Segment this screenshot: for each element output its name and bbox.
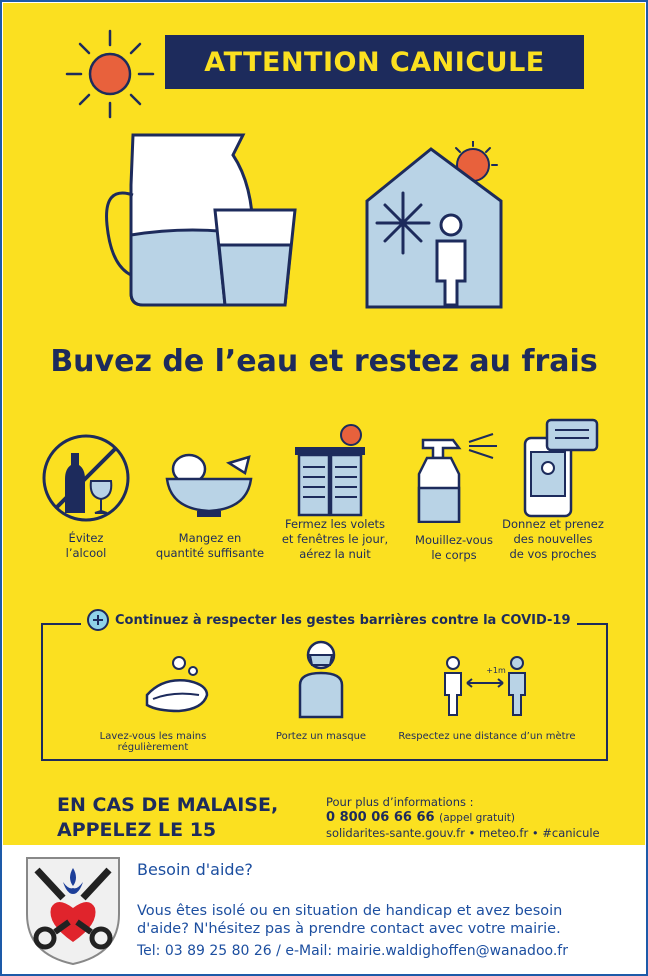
canicule-poster	[3, 3, 645, 845]
info-phone-note: (appel gratuit)	[439, 812, 515, 824]
tip-food-label	[145, 531, 275, 561]
tip-line: Fermez les volets	[284, 517, 386, 531]
poster-title: ATTENTION CANICULE	[165, 35, 584, 89]
help-section	[3, 846, 645, 973]
tip-line: Évitez	[68, 531, 104, 545]
distance-icon	[441, 655, 531, 717]
sun-icon	[61, 25, 159, 123]
covid-title	[81, 609, 577, 631]
info-phone-line	[326, 810, 600, 826]
help-text	[137, 902, 637, 938]
help-line: d'aide? N'hésitez pas à prendre contact avec votre mairie.	[137, 921, 561, 937]
tip-line: aérez la nuit	[299, 547, 371, 561]
coat-of-arms-icon	[23, 854, 123, 966]
water-pitcher-icon	[103, 125, 303, 315]
help-title: Besoin d'aide?	[137, 860, 253, 879]
tip-line: Donnez et prenez	[502, 517, 604, 531]
covid-title-text: Continuez à respecter les gestes barrières contre la COVID-19	[115, 612, 571, 628]
emergency-notice	[57, 793, 278, 843]
emergency-line: APPELEZ LE 15	[57, 819, 217, 841]
spray-bottle-icon	[413, 428, 508, 523]
food-bowl-icon	[159, 443, 259, 518]
tip-line: le corps	[431, 548, 477, 562]
tip-news-label	[493, 517, 613, 562]
help-line: Vous êtes isolé ou en situation de handicap et avez besoin	[137, 903, 563, 919]
no-alcohol-icon	[41, 433, 131, 523]
hand-wash-icon	[143, 655, 213, 717]
cool-house-icon	[361, 141, 511, 311]
gesture-distance-label: Respectez une distance d’un mètre	[398, 731, 576, 742]
phone-message-icon	[521, 418, 601, 518]
mask-person-icon	[296, 639, 346, 719]
tip-line: et fenêtres le jour,	[281, 532, 389, 546]
info-intro: Pour plus d’informations :	[326, 795, 474, 809]
tip-alcohol-label	[31, 531, 141, 561]
plus-icon	[87, 609, 109, 631]
tip-line: quantité suffisante	[155, 546, 265, 560]
info-block	[326, 795, 600, 841]
gesture-hands-label: Lavez-vous les mains régulièrement	[99, 731, 207, 753]
tip-line: des nouvelles	[513, 532, 593, 546]
info-links: solidarites-sante.gouv.fr • meteo.fr • #canicule	[326, 826, 600, 840]
gesture-mask-label: Portez un masque	[275, 731, 367, 742]
tip-line: l’alcool	[65, 546, 107, 560]
tip-line: Mangez en	[178, 531, 242, 545]
tip-line: Mouillez-vous	[415, 533, 493, 547]
info-phone: 0 800 06 66 66	[326, 810, 435, 825]
tip-line: de vos proches	[509, 547, 597, 561]
help-contact: Tel: 03 89 25 80 26 / e-Mail: mairie.waldighoffen@wanadoo.fr	[137, 943, 568, 959]
tip-shutters-label	[271, 517, 399, 562]
shutters-icon	[289, 421, 379, 521]
headline: Buvez de l’eau et restez au frais	[50, 344, 598, 379]
emergency-line: EN CAS DE MALAISE,	[57, 794, 279, 816]
distance-value: +1m	[486, 666, 506, 675]
